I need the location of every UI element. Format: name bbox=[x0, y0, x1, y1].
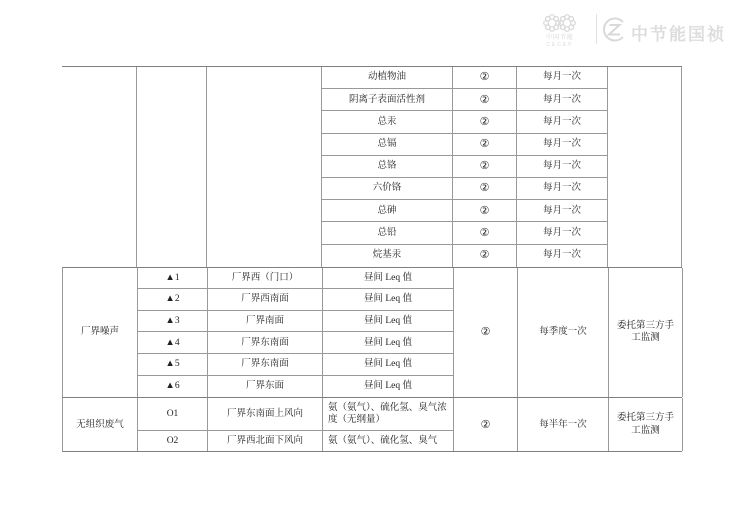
location-cell: 厂界东南面上风向 bbox=[208, 398, 323, 431]
item-cell: 总砷 bbox=[322, 200, 453, 222]
table-section-gas bbox=[62, 397, 682, 452]
item-cell: 总铬 bbox=[322, 156, 453, 178]
method-symbol-cell: ② bbox=[453, 134, 517, 156]
point-cell: ▲4 bbox=[138, 332, 208, 354]
item-cell: 昼间 Leq 值 bbox=[323, 354, 454, 376]
item-cell: 氨（氨气）、硫化氢、臭气 bbox=[323, 431, 454, 451]
empty-mode-cell bbox=[608, 67, 682, 267]
item-cell: 氨（氨气）、硫化氢、臭气浓度（无纲量） bbox=[323, 398, 454, 431]
location-cell: 厂界西北面下风向 bbox=[208, 431, 323, 451]
monitor-mode-cell: 委托第三方手工监测 bbox=[609, 398, 683, 451]
method-symbol-cell: ② bbox=[453, 67, 517, 89]
location-cell: 厂界东南面 bbox=[208, 332, 323, 354]
table-section-continued bbox=[62, 66, 682, 267]
frequency-cell: 每月一次 bbox=[517, 178, 608, 200]
frequency-cell: 每月一次 bbox=[517, 222, 608, 244]
item-cell: 昼间 Leq 值 bbox=[323, 376, 454, 398]
monitoring-table bbox=[62, 66, 682, 452]
frequency-cell: 每半年一次 bbox=[518, 398, 609, 451]
cecep-company-name: 中国节能 bbox=[545, 35, 574, 41]
method-symbol-cell: ② bbox=[453, 178, 517, 200]
item-cell: 昼间 Leq 值 bbox=[323, 268, 454, 290]
point-cell: O2 bbox=[138, 431, 208, 451]
frequency-cell: 每月一次 bbox=[517, 200, 608, 222]
frequency-cell: 每月一次 bbox=[517, 89, 608, 111]
method-symbol-cell: ② bbox=[453, 156, 517, 178]
item-cell: 昼间 Leq 值 bbox=[323, 332, 454, 354]
point-cell: O1 bbox=[138, 398, 208, 431]
method-symbol-cell: ② bbox=[453, 89, 517, 111]
category-cell: 厂界噪声 bbox=[63, 268, 138, 398]
method-symbol-cell: ② bbox=[453, 111, 517, 133]
table-section-noise bbox=[62, 267, 682, 398]
method-symbol-cell: ② bbox=[453, 245, 517, 267]
frequency-cell: 每月一次 bbox=[517, 245, 608, 267]
category-cell: 无组织废气 bbox=[63, 398, 138, 451]
item-cell: 烷基汞 bbox=[322, 245, 453, 267]
item-cell: 总镉 bbox=[322, 134, 453, 156]
item-cell: 六价铬 bbox=[322, 178, 453, 200]
point-cell: ▲3 bbox=[138, 311, 208, 333]
method-symbol-cell: ② bbox=[453, 222, 517, 244]
item-cell: 昼间 Leq 值 bbox=[323, 311, 454, 333]
empty-point-cell bbox=[137, 67, 207, 267]
cecep-company-abbr: CECEP bbox=[546, 42, 574, 48]
frequency-cell: 每月一次 bbox=[517, 67, 608, 89]
location-cell: 厂界西（门口） bbox=[208, 268, 323, 290]
item-cell: 总汞 bbox=[322, 111, 453, 133]
cecep-logo bbox=[536, 13, 584, 48]
guozhen-z-icon bbox=[601, 16, 628, 43]
item-cell: 阴离子表面活性剂 bbox=[322, 89, 453, 111]
empty-location-cell bbox=[207, 67, 322, 267]
location-cell: 厂界东面 bbox=[208, 376, 323, 398]
cecep-flower-icon bbox=[540, 13, 580, 35]
frequency-cell: 每月一次 bbox=[517, 156, 608, 178]
logo-divider bbox=[596, 14, 597, 44]
point-cell: ▲1 bbox=[138, 268, 208, 290]
page-header bbox=[0, 0, 743, 60]
brand-name: 中节能国祯 bbox=[631, 25, 726, 44]
item-cell: 昼间 Leq 值 bbox=[323, 289, 454, 311]
point-cell: ▲2 bbox=[138, 289, 208, 311]
location-cell: 厂界西南面 bbox=[208, 289, 323, 311]
empty-category-cell bbox=[62, 67, 137, 267]
item-cell: 动植物油 bbox=[322, 67, 453, 89]
frequency-cell: 每月一次 bbox=[517, 111, 608, 133]
frequency-cell: 每季度一次 bbox=[518, 268, 609, 398]
location-cell: 厂界南面 bbox=[208, 311, 323, 333]
monitor-mode-cell: 委托第三方手工监测 bbox=[609, 268, 683, 398]
method-symbol-cell: ② bbox=[453, 200, 517, 222]
frequency-cell: 每月一次 bbox=[517, 134, 608, 156]
point-cell: ▲5 bbox=[138, 354, 208, 376]
location-cell: 厂界东南面 bbox=[208, 354, 323, 376]
item-cell: 总铅 bbox=[322, 222, 453, 244]
method-symbol-cell: ② bbox=[454, 268, 518, 398]
point-cell: ▲6 bbox=[138, 376, 208, 398]
method-symbol-cell: ② bbox=[454, 398, 518, 451]
